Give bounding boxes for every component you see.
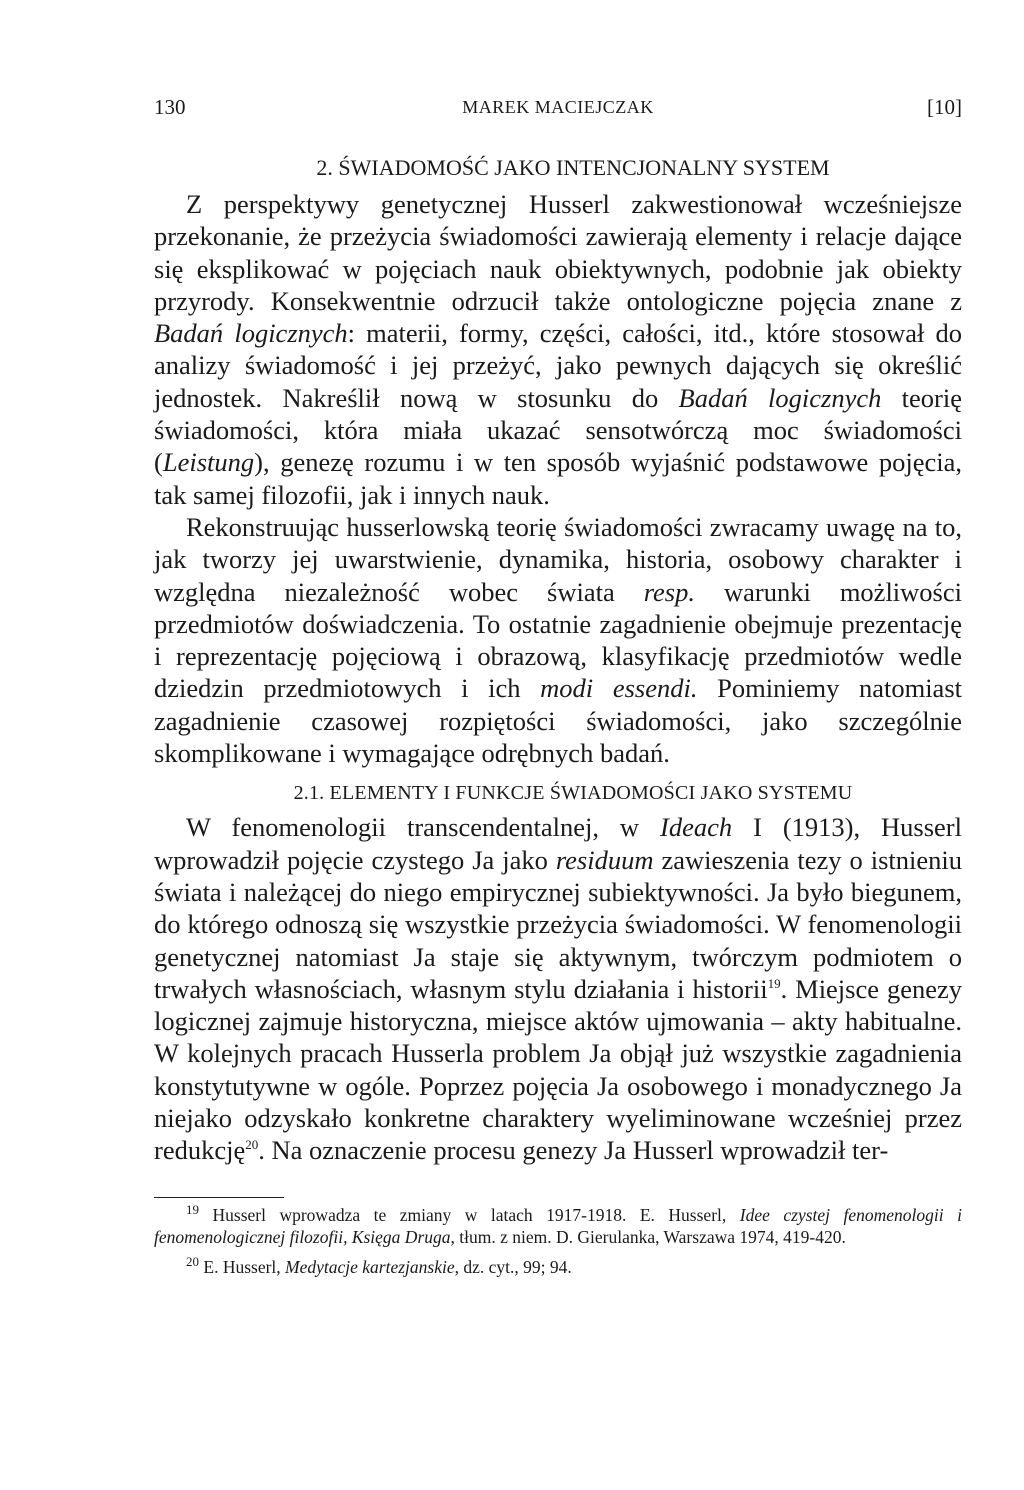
page-number: 130 <box>154 95 186 119</box>
paragraph <box>154 511 962 769</box>
text-run: . Na oznaczenie procesu genezy Ja Husserl wprowadził ter- <box>258 1135 889 1166</box>
text-run: Rekonstruując husserlowską teorię świadomości zwracamy uwagę na to, jak tworzy jej uwarstwienie, dynamika, historia, osobowy charakter i względna niezależność wobec świata <box>154 511 962 607</box>
running-head: MAREK MACIEJCZAK <box>462 97 654 117</box>
page-body <box>154 150 962 1278</box>
text-run: , tłum. z niem. D. Gierulanka, Warszawa 1974, 419-420. <box>450 1226 846 1247</box>
footnote-ref[interactable]: 20 <box>245 1137 259 1153</box>
italic-title: Ideach <box>660 812 733 843</box>
italic-term: residuum <box>555 844 654 875</box>
text-run: zawieszenia tezy o istnieniu świata i należącej do niego empirycznej subiektywności. Ja było biegunem, do którego odnoszą się wszystkie przeżycia świadomości. W fenomenologii genetycznej natomiast Ja staje się aktywnym, twórczym podmiotem o trwałych własnościach, własnym stylu działania i historii <box>154 844 962 1004</box>
footnote-number: 19 <box>186 1201 199 1217</box>
italic-title: Idee czystej fenomenologii i fenomenologicznej filozofii, Księga Druga <box>154 1204 963 1247</box>
text-run: Pominiemy natomiast zagadnienie czasowej rozpiętości świadomości, jako szczególnie skomplikowane i wymagające odrębnych badań. <box>154 673 962 769</box>
footnote-ref[interactable]: 19 <box>767 976 781 991</box>
paragraph <box>154 188 962 511</box>
page-header <box>154 92 962 122</box>
italic-term: Leistung <box>162 447 255 478</box>
italic-title: Badań logicznych <box>678 382 882 413</box>
text-run: E. Husserl, <box>199 1256 286 1277</box>
text-run: teorię świadomości, która miała ukazać sensotwórczą moc świadomości ( <box>154 382 963 478</box>
text-run: . Miejsce genezy logicznej zajmuje historyczna, miejsce aktów ujmowania – akty habitualne. W kolejnych pracach Husserla problem Ja objął już wszystkie zagadnienia konstytutywne w ogóle. Poprzez pojęcia Ja osobowego i monadycznego Ja niejako odzyskało konkretne charaktery wyeliminowane wcześniej przez redukcję <box>154 973 962 1166</box>
italic-term: resp. <box>643 576 695 607</box>
text-run: : materii, formy, części, całości, itd., które stosował do analizy świadomość i jej przeżyć, jako pewnych dających się określić jednostek. Nakreślił nową w stosunku do <box>154 318 962 413</box>
text-run: I (1913), Husserl wprowadził pojęcie czystego Ja jako <box>154 812 962 875</box>
subsection-title: 2.1. ELEMENTY I FUNKCJE ŚWIADOMOŚCI JAKO SYSTEMU <box>293 782 853 805</box>
footnote-number: 20 <box>186 1253 199 1269</box>
text-run: , dz. cyt., 99; 94. <box>454 1256 572 1277</box>
italic-title: Badań logicznych <box>154 318 348 349</box>
text-run: warunki możliwości przedmiotów doświadczenia. To ostatnie zagadnienie obejmuje prezentację i reprezentację pojęciową i obrazową, klasyfikację przedmiotów wedle dziedzin przedmiotowych i ich <box>154 576 962 704</box>
italic-term: modi essendi. <box>540 673 698 704</box>
footnote <box>154 1253 962 1278</box>
footnote <box>154 1201 963 1248</box>
text-run: Z perspektywy genetycznej Husserl zakwestionował wcześniejsze przekonanie, że przeżycia świadomości zawierają elementy i relacje dające się eksplikować w pojęciach nauk obiektywnych, podobnie jak obiekty przyrody. Konsekwentnie odrzucił także ontologiczne pojęcia znane z <box>154 189 962 316</box>
text-run: Husserl wprowadza te zmiany w latach 1917-1918. E. Husserl, <box>199 1204 740 1225</box>
italic-title: Medytacje kartezjanskie <box>285 1256 455 1277</box>
paragraph <box>154 811 962 1166</box>
text-run: ), genezę rozumu i w ten sposób wyjaśnić podstawowe pojęcia, tak samej filozofii, jak i innych nauk. <box>154 447 962 510</box>
text-run: W fenomenologii transcendentalnej, w <box>186 812 661 843</box>
section-marker: [10] <box>927 95 962 119</box>
footnote-divider <box>154 1197 284 1198</box>
section-title: 2. ŚWIADOMOŚĆ JAKO INTENCJONALNY SYSTEM <box>316 155 830 180</box>
